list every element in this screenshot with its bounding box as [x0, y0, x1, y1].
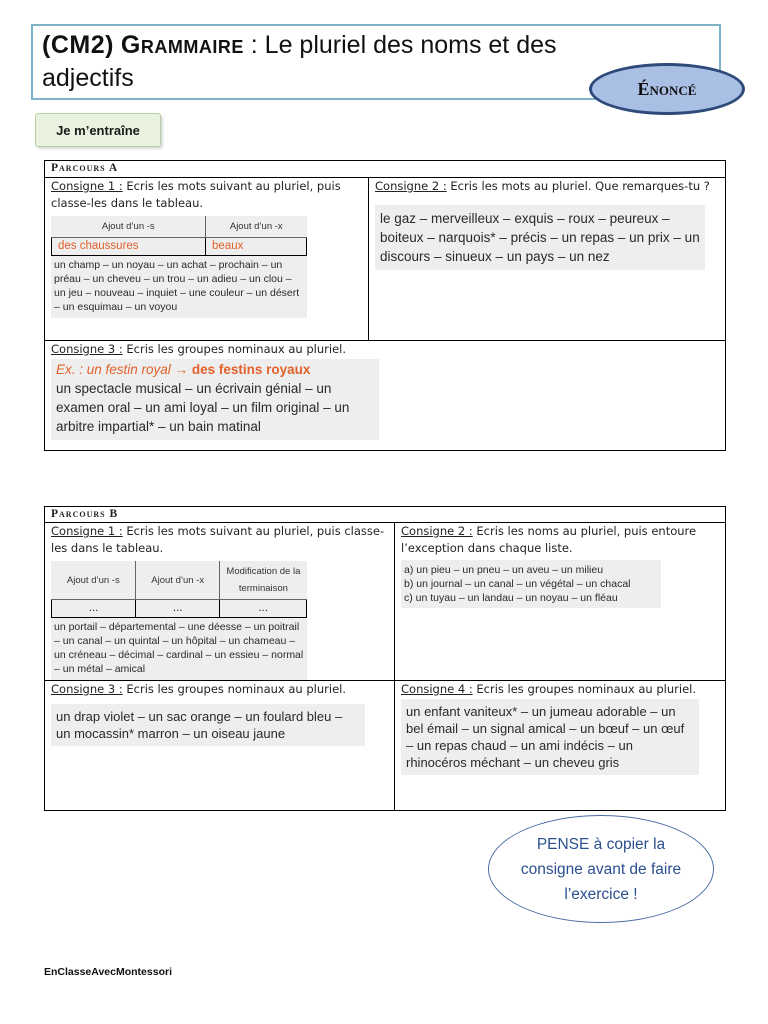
title-separator: : — [243, 31, 265, 59]
arrow-icon: → — [174, 362, 189, 377]
consigne-text: Ecris les mots suivant au pluriel, puis classe-les dans le tableau. — [51, 179, 341, 210]
exercise-scan — [401, 560, 661, 608]
footer-credit: EnClasseAvecMontessori — [44, 966, 172, 978]
column-header: Modification de la terminaison — [220, 561, 307, 600]
classification-table — [51, 561, 307, 618]
consigne-text: Ecris les groupes nominaux au pluriel. — [122, 682, 347, 696]
exercise-scan — [401, 699, 699, 775]
consigne-text: Ecris les groupes nominaux au pluriel. — [472, 682, 697, 696]
reminder-text: PENSE à copier la consigne avant de faire l’exercice ! — [520, 835, 682, 903]
title-part2: adjectifs — [42, 64, 134, 92]
exercise-scan — [51, 216, 307, 318]
parcours-a-title: Parcours A — [45, 161, 726, 178]
list-item: c) un tuyau – un landau – un noyau – un fléau — [404, 592, 618, 604]
consigne-label: Consigne 3 : — [51, 342, 123, 356]
consigne-label: Consigne 1 : — [51, 179, 123, 193]
column-header: Ajout d’un -s — [52, 561, 136, 600]
consigne-label: Consigne 1 : — [51, 524, 123, 538]
title-level: (CM2) — [42, 31, 114, 59]
exercise-scan — [51, 359, 379, 440]
reminder-bubble — [488, 815, 714, 923]
dots-cell: ... — [52, 600, 136, 618]
list-item: a) un pieu – un pneu – un aveu – un milieu — [404, 564, 604, 576]
column-header: Ajout d’un -s — [52, 216, 206, 238]
dots-cell: ... — [220, 600, 307, 618]
parcours-a-consigne-2 — [369, 178, 726, 341]
consigne-text: Ecris les mots au pluriel. Que remarques-tu ? — [446, 179, 710, 193]
word-list: le gaz – merveilleux – exquis – roux – peureux – boiteux – narquois* – précis – un repas – un prix – un discours – sinueux – un pays – un nez — [380, 211, 700, 264]
enonce-badge: Énoncé — [589, 63, 745, 115]
title-part1: Le pluriel des noms et des — [264, 31, 557, 59]
parcours-b-title: Parcours B — [45, 507, 726, 523]
consigne-label: Consigne 2 : — [401, 524, 473, 538]
page-title — [42, 31, 557, 60]
parcours-a-consigne-3 — [45, 341, 726, 451]
example-line — [51, 359, 379, 379]
example-cell: des chaussures — [52, 238, 206, 256]
consigne-text: Ecris les noms au pluriel, puis entoure l’exception dans chaque liste. — [401, 524, 697, 555]
word-list: un portail – départemental – une déesse – un poitrail – un canal – un quintal – un hôpital – un chameau – un créneau – décimal – cardinal – un essieu – normal – un métal – amical — [54, 621, 304, 675]
consigne-label: Consigne 2 : — [375, 179, 447, 193]
parcours-b-consigne-4 — [395, 681, 726, 811]
dots-cell: ... — [136, 600, 220, 618]
column-header: Ajout d’un -x — [206, 216, 307, 238]
list-item: b) un journal – un canal – un végétal – un chacal — [404, 578, 631, 590]
parcours-b-consigne-1 — [45, 523, 395, 681]
consigne-text: Ecris les groupes nominaux au pluriel. — [122, 342, 347, 356]
word-list: un drap violet – un sac orange – un foulard bleu – un mocassin* marron – un oiseau jaune — [56, 709, 343, 741]
word-list: un spectacle musical – un écrivain génial – un examen oral – un ami loyal – un film original – un arbitre impartial* – un bain matinal — [56, 381, 350, 434]
example-result: des festins royaux — [191, 362, 311, 377]
example-cell: beaux — [206, 238, 307, 256]
exercise-scan — [375, 205, 705, 270]
title-subject: Grammaire — [120, 31, 244, 59]
parcours-b-consigne-3 — [45, 681, 395, 811]
parcours-b-table — [44, 506, 726, 811]
parcours-b-consigne-2 — [395, 523, 726, 681]
exercise-scan — [51, 704, 365, 746]
word-list: un champ – un noyau – un achat – prochain – un préau – un cheveu – un trou – un adieu – un clou – un jeu – nouveau – inquiet – une couleur – un désert – un esquimau – un voyou — [54, 259, 300, 313]
classification-table — [51, 216, 307, 256]
column-header: Ajout d’un -x — [136, 561, 220, 600]
consigne-text: Ecris les mots suivant au pluriel, puis classe-les dans le tableau. — [51, 524, 385, 555]
example-prefix: Ex. : un festin royal — [56, 362, 171, 377]
consigne-label: Consigne 4 : — [401, 682, 473, 696]
parcours-a-consigne-1 — [45, 178, 369, 341]
exercise-scan — [51, 561, 307, 680]
parcours-a-table — [44, 160, 726, 451]
word-list: un enfant vaniteux* – un jumeau adorable – un bel émail – un signal amical – un bœuf – un œuf – un repas chaud – un ami indécis – un rhinocéros méchant – un cheveu gris — [406, 704, 685, 770]
consigne-label: Consigne 3 : — [51, 682, 123, 696]
section-label: Je m’entraîne — [35, 113, 161, 147]
